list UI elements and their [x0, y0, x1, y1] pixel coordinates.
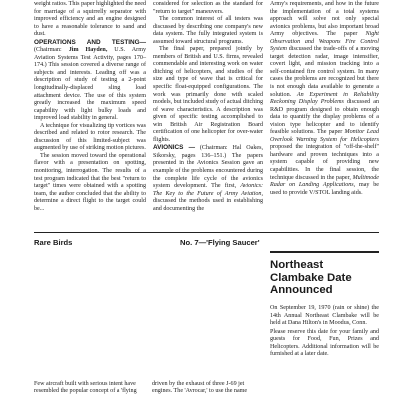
photo-caption-left: Few aircraft built with serious intent have resembled the popular concept of a 'flying	[34, 381, 137, 395]
article-column-2	[153, 1, 263, 213]
photo-caption-right: driven by the exhaust of three J-69 jet engines. The 'Avrocar,' to use the name	[152, 381, 248, 395]
announcement-paragraph-1: On September 19, 1970 (rain or shine) the 14th Annual Northeast Clambake will be held at Dana Hilton's in Moodus, Conn.	[270, 305, 379, 327]
article-column-3	[270, 1, 379, 197]
column3-text: Army's requirements, and how in the future the implementation of a total systems approach will solve not only special avionics problems, but also important broad Army objectives. The paper	[270, 1, 379, 38]
article-column-1	[34, 1, 146, 213]
flying-saucer-photo	[34, 251, 264, 375]
paper-title-night-observation: Night Observation and Weapons Fire Control System	[270, 31, 379, 53]
section-divider	[34, 232, 379, 233]
announcement-body	[270, 305, 379, 359]
announcement-rule	[270, 251, 379, 253]
column3-text: discussed the trade-offs of a moving target detection radar, image intensifier, covert light, and mission tracking into a self-contained fire control system. In many cases the problems are recognized but there is not enough data available to generate a solution.	[270, 46, 379, 98]
column1-paragraph-4: The session moved toward the operational flavor with a presentation on spotting, monitoring, interrogation. The results of a test program indicated that the best "return to target" times were obtained with a spotting team, the author concluded that the ability to determine a direct flight to the target could be...	[34, 152, 146, 212]
operations-session-paragraph	[34, 39, 146, 123]
paper-title-warning-system: Monitor Lead Overlook Warning System for Helicopters	[270, 129, 379, 143]
feature-label: Rare Birds	[34, 238, 73, 247]
paper-title-reliability: An Experiment in Reliability Reckoning Display Problems	[270, 91, 379, 106]
avionics-paper-title: Avionics: The Key to the Future of Army Aviation,	[153, 183, 263, 197]
chair-prefix: (Chairman:	[34, 47, 69, 54]
announcement-title: Northeast Clambake Date Announced	[270, 259, 352, 296]
avionics-body: The papers presented in the Avionics Session gave an example of the problems encountered during the complete life cycle of the avionics system development. The first,	[153, 152, 263, 190]
feature-number: No. 7—'Flying Saucer'	[180, 238, 260, 247]
column1-paragraph-3: A technique for visualizing tip vortices was described and related to rotor research. The discussion of this limited-subject was augmented by use of striking motion pictures.	[34, 122, 146, 152]
paper-title-multimode-radar: Multimode Radar on Landing Applications,	[270, 174, 379, 189]
announcement-box	[270, 251, 379, 400]
column2-paragraph-3: The final paper, prepared jointly by members of British and U.S. firms, revealed commendable and interesting work on water ditching of helicopters, and studies of the size and type of wave that is critical for specific float-equipped configurations. The work was primarily done with scaled models, but included study of actual ditching of wave characteristics. A description was given of specific testing accomplished to win British Air Registration Board certification of one helicopter for over-water flights.	[153, 46, 263, 143]
column1-paragraph-1: weight ratios. This paper highlighted the need for marriage of a squirrelly separator with improved efficiency and an engine designed to have a reasonable tolerance to sand and dust.	[34, 1, 146, 38]
avionics-chair: (Chairman: Hal Oakes, Sikorsky, pages 136–151.)	[153, 145, 263, 159]
column3-text: proposed the integration of "off-the-shelf" hardware and proven techniques into a system capable of providing new capabilities. In the final session, the technique discussed in the paper,	[270, 144, 379, 181]
avionics-body-tail: discussed the methods used in establishing and documenting the	[153, 198, 263, 212]
column2-paragraph-1: considered for selection as the standard for "return to target" maneuvers.	[153, 1, 263, 15]
column3-text: may be used to provide V/STOL landing aids.	[270, 182, 379, 196]
operations-testing-heading: OPERATIONS AND TESTING—	[34, 38, 146, 46]
avionics-heading: AVIONICS —	[153, 144, 195, 152]
operations-body: U.S. Army Aviation Systems Test Activity, pages 170–174.) This session covered a diverse range of subjects and interests. Leading off was a description of study of testing a 2-point longitudinally-displaced sling load attachment device. The use of this system greatly increased the maximum speed capability with light bulky loads and improved load stability in general.	[34, 47, 146, 122]
column2-paragraph-2: The common interest of all testers was discussed by describing one company's new data system. The fully integrated system is assumed toward structural programs.	[153, 16, 263, 45]
avionics-session-paragraph	[153, 144, 263, 213]
chair-name: Jim Hayden,	[68, 47, 108, 54]
column3-text: discussed an R&D program designed to obtain enough data to quantify the display problems of a vision type helicopter and to identify feasible solutions. The paper	[270, 99, 379, 136]
announcement-paragraph-2: Please reserve this date for your family and guests for Food, Fun, Prizes and Helicopters. Additional information will be furnished at a later date.	[270, 328, 379, 358]
column3-paragraph	[270, 1, 379, 197]
